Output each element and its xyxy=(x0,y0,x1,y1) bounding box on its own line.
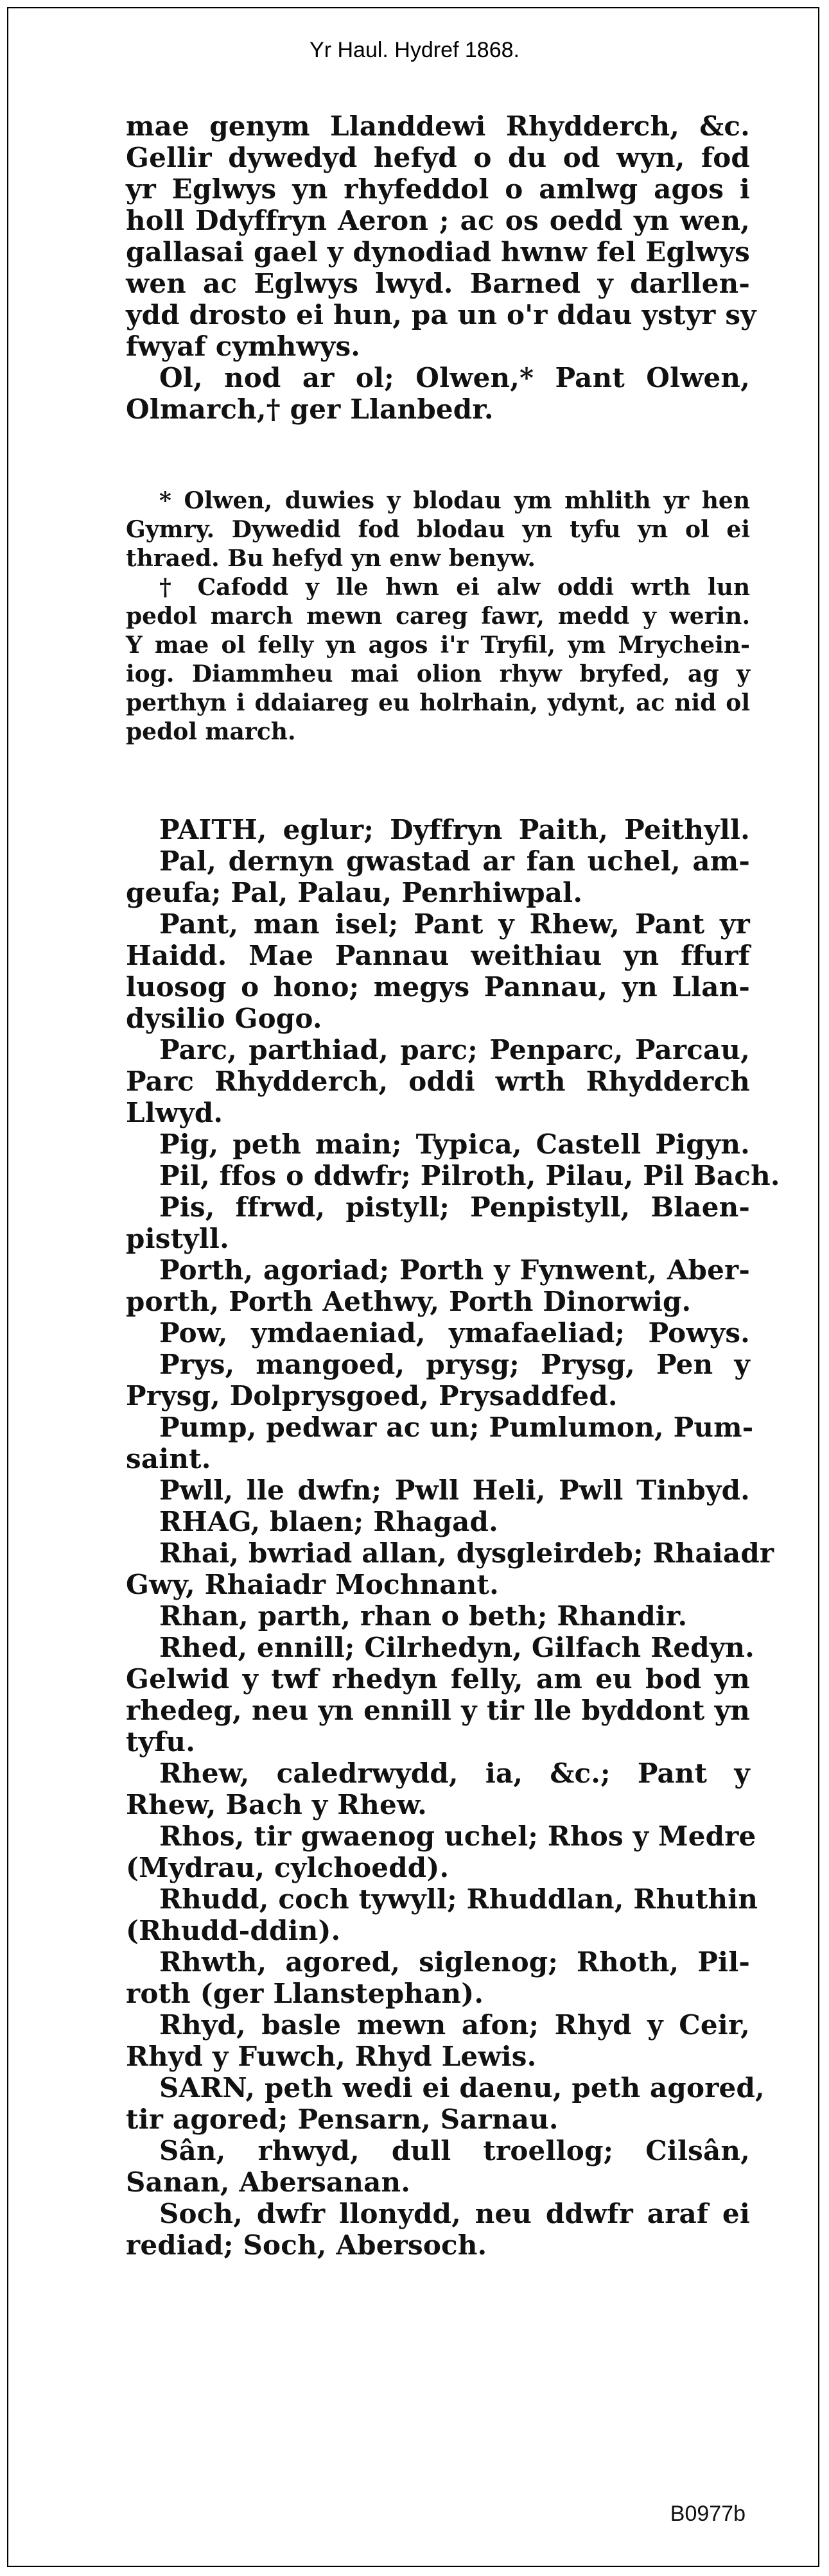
entry-line: geufa; Pal, Palau, Penrhiwpal. xyxy=(126,877,583,908)
entry-line: Prysg, Dolprysgoed, Prysaddfed. xyxy=(126,1380,618,1412)
text-line: gallasai gael y dynodiad hwnw fel Eglwys xyxy=(126,236,750,268)
entry-line: Porth, agoriad; Porth y Fynwent, Aber- xyxy=(159,1254,750,1286)
footnote-line: Y mae ol felly yn agos i'r Tryfil, ym Mrychein- xyxy=(126,632,750,659)
entry-line: Gelwid y twf rhedyn felly, am eu bod yn xyxy=(126,1663,750,1695)
entry-line: Pump, pedwar ac un; Pumlumon, Pum- xyxy=(159,1412,754,1443)
text-line: mae genym Llanddewi Rhydderch, &c. xyxy=(126,110,750,142)
entry-line: Pis, ffrwd, pistyll; Penpistyll, Blaen- xyxy=(159,1191,750,1223)
footnote-line: * Olwen, duwies y blodau ym mhlith yr hen xyxy=(159,487,750,514)
entry-line: Sân, rhwyd, dull troellog; Cilsân, xyxy=(159,2135,750,2166)
glossary-entries xyxy=(126,814,780,2261)
entry-line: Parc, parthiad, parc; Penparc, Parcau, xyxy=(159,1034,750,1066)
entry-line: Pil, ffos o ddwfr; Pilroth, Pilau, Pil Bach. xyxy=(159,1160,780,1191)
footnote-line: † Cafodd y lle hwn ei alw oddi wrth lun xyxy=(159,574,750,601)
entry-line: saint. xyxy=(126,1443,211,1474)
text-line: Ol, nod ar ol; Olwen,* Pant Olwen, xyxy=(159,362,750,393)
entry-line: Rhudd, coch tywyll; Rhuddlan, Rhuthin xyxy=(159,1883,758,1915)
entry-line: Pant, man isel; Pant y Rhew, Pant yr xyxy=(159,908,750,940)
entry-line: SARN, peth wedi ei daenu, peth agored, xyxy=(159,2072,765,2104)
footnote-line: pedol march. xyxy=(126,718,296,745)
entry-line: Pig, peth main; Typica, Castell Pigyn. xyxy=(159,1128,750,1160)
entry-line: roth (ger Llanstephan). xyxy=(126,1978,484,2009)
entry-line: tir agored; Pensarn, Sarnau. xyxy=(126,2104,559,2135)
entry-line: rediad; Soch, Abersoch. xyxy=(126,2229,487,2261)
entry-line: Llwyd. xyxy=(126,1097,223,1128)
entry-line: Sanan, Abersanan. xyxy=(126,2166,411,2198)
footnote-line: Gymry. Dywedid fod blodau yn tyfu yn ol ei xyxy=(126,516,750,543)
entry-line: Pwll, lle dwfn; Pwll Heli, Pwll Tinbyd. xyxy=(159,1474,750,1506)
entry-line: rhedeg, neu yn ennill y tir lle byddont yn xyxy=(126,1695,750,1726)
intro-paragraph xyxy=(126,110,756,425)
entry-line: Gwy, Rhaiadr Mochnant. xyxy=(126,1569,499,1600)
entry-line: Rhew, caledrwydd, ia, &c.; Pant y xyxy=(159,1758,750,1789)
text-line: wen ac Eglwys lwyd. Barned y darllen- xyxy=(126,268,750,299)
entry-line: Rhwth, agored, siglenog; Rhoth, Pil- xyxy=(159,1946,750,1978)
entry-line: Rhed, ennill; Cilrhedyn, Gilfach Redyn. xyxy=(159,1632,755,1663)
footnote-line: pedol march mewn careg fawr, medd y werin. xyxy=(126,603,750,630)
page-header: Yr Haul. Hydref 1868. xyxy=(310,38,519,62)
text-line: holl Ddyffryn Aeron ; ac os oedd yn wen, xyxy=(126,205,750,236)
entry-line: Prys, mangoed, prysg; Prysg, Pen y xyxy=(159,1349,750,1380)
text-line: fwyaf cymhwys. xyxy=(126,331,361,362)
entry-line: porth, Porth Aethwy, Porth Dinorwig. xyxy=(126,1286,692,1317)
entry-line: dysilio Gogo. xyxy=(126,1003,322,1034)
entry-line: Rhyd y Fuwch, Rhyd Lewis. xyxy=(126,2041,537,2072)
entry-line: (Mydrau, cylchoedd). xyxy=(126,1852,449,1883)
entry-line: Rhos, tir gwaenog uchel; Rhos y Medre xyxy=(159,1820,756,1852)
entry-line: Rhyd, basle mewn afon; Rhyd y Ceir, xyxy=(159,2009,750,2041)
footnote-line: iog. Diammheu mai olion rhyw bryfed, ag y xyxy=(126,661,750,687)
entry-line: Rhai, bwriad allan, dysgleirdeb; Rhaiadr xyxy=(159,1537,774,1569)
text-line: Gellir dywedyd hefyd o du od wyn, fod xyxy=(126,142,750,173)
entry-line: pistyll. xyxy=(126,1223,229,1254)
entry-line: Rhew, Bach y Rhew. xyxy=(126,1789,427,1820)
catalog-code: B0977b xyxy=(670,2502,746,2526)
footnotes xyxy=(126,487,750,747)
entry-line: (Rhudd-ddin). xyxy=(126,1915,341,1946)
entry-line: Haidd. Mae Pannau weithiau yn ffurf xyxy=(126,940,750,971)
text-line: ydd drosto ei hun, pa un o'r ddau ystyr sy xyxy=(126,299,756,331)
text-line: Olmarch,† ger Llanbedr. xyxy=(126,393,494,425)
entry-line: PAITH, eglur; Dyffryn Paith, Peithyll. xyxy=(159,814,750,845)
footnote-line: perthyn i ddaiareg eu holrhain, ydynt, ac nid ol xyxy=(126,689,750,716)
entry-line: Pal, dernyn gwastad ar fan uchel, am- xyxy=(159,845,750,877)
entry-line: tyfu. xyxy=(126,1726,196,1758)
entry-line: RHAG, blaen; Rhagad. xyxy=(159,1506,498,1537)
footnote-line: thraed. Bu hefyd yn enw benyw. xyxy=(126,545,536,572)
text-line: yr Eglwys yn rhyfeddol o amlwg agos i xyxy=(126,173,750,205)
entry-line: Rhan, parth, rhan o beth; Rhandir. xyxy=(159,1600,688,1632)
entry-line: Soch, dwfr llonydd, neu ddwfr araf ei xyxy=(159,2198,750,2229)
entry-line: Pow, ymdaeniad, ymafaeliad; Powys. xyxy=(159,1317,750,1349)
entry-line: luosog o hono; megys Pannau, yn Llan- xyxy=(126,971,750,1003)
entry-line: Parc Rhydderch, oddi wrth Rhydderch xyxy=(126,1066,750,1097)
